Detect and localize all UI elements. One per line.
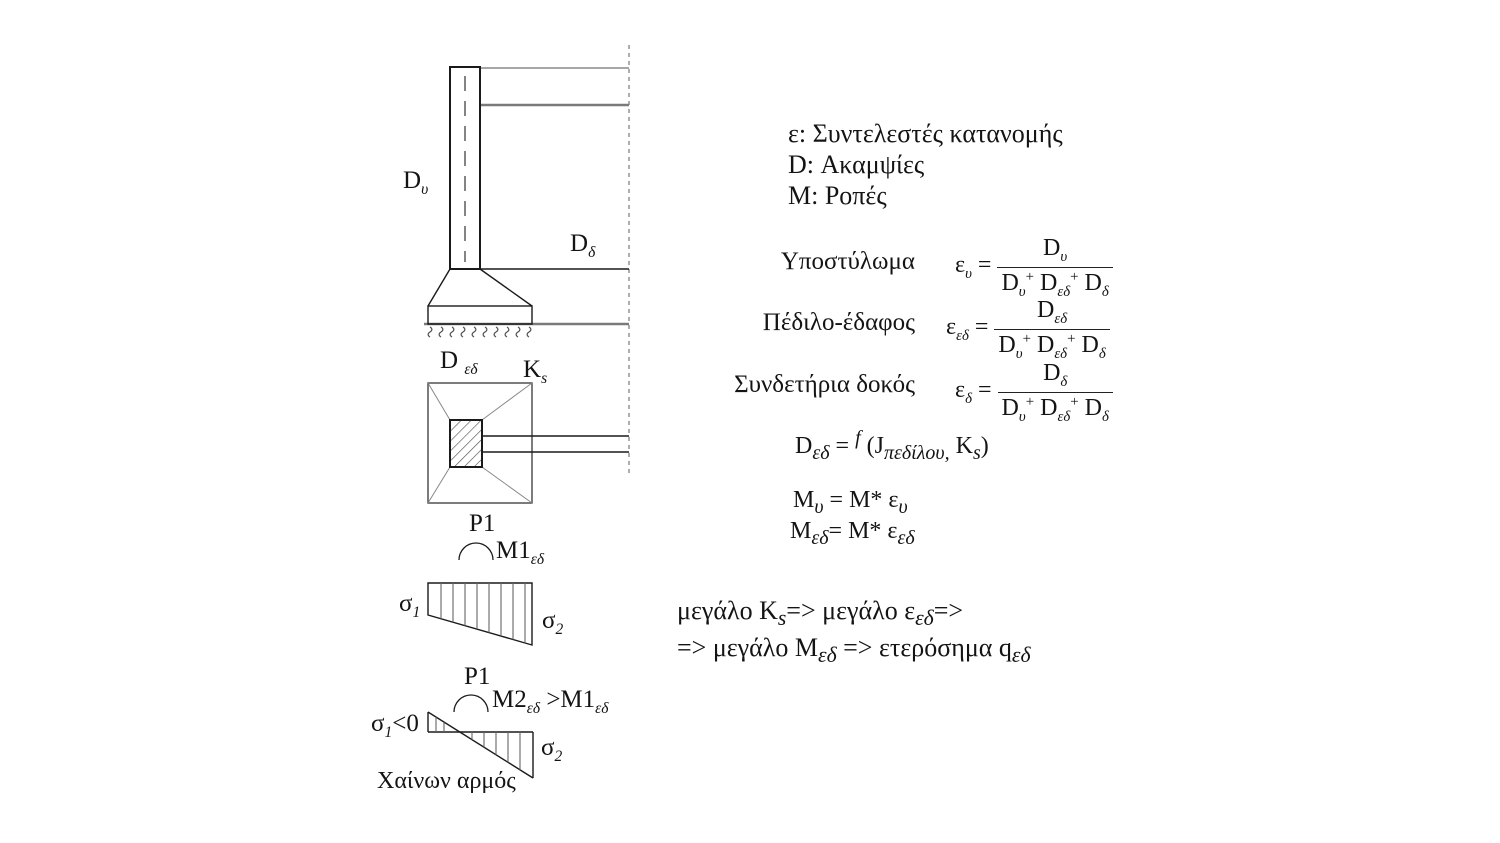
footing-slope-left bbox=[428, 269, 450, 306]
legend-epsilon: ε: Συντελεστές κατανομής bbox=[788, 119, 1063, 148]
plan-diagonal-br bbox=[482, 467, 532, 503]
conclusion-line-2: => μεγάλο $M_{\varepsilon\delta} => \varepsilon\tau\varepsilon\rho ό\sigma\eta\mu\alpha$ $q_{\varepsilon\delta}$ bbox=[677, 633, 1031, 668]
fraction bbox=[997, 235, 1112, 301]
fraction bbox=[998, 360, 1113, 426]
equation-d-ed-definition: $D_{\varepsilon\delta} = ^f$ ($J_{\pi\varepsilon\delta ί\lambda o\upsilon,}$ $K_s$) bbox=[795, 427, 989, 464]
label-sigma2-bottom: $\sigma_2$ bbox=[541, 734, 563, 765]
fraction bbox=[994, 297, 1109, 363]
plan-column-hatched bbox=[450, 420, 482, 467]
label-moment-m2-gt-m1: $M2_{\varepsilon\delta} >M1_{\varepsilon\delta}$ bbox=[492, 686, 609, 717]
soil-springs bbox=[428, 327, 531, 337]
label-moment-m1: $M1_{\varepsilon\delta}$ bbox=[496, 537, 545, 568]
footing-slope-right bbox=[480, 269, 532, 306]
legend bbox=[788, 118, 1063, 211]
row-label-tie-beam: Συνδετήρια δοκός bbox=[734, 371, 915, 398]
label-subgrade-modulus: $K_s$ bbox=[523, 356, 548, 387]
plan-diagonal-tl bbox=[428, 383, 450, 420]
equation-epsilon-ed bbox=[946, 297, 1110, 363]
plan-diagonal-tr bbox=[482, 383, 532, 420]
conclusion-line-1: μεγάλο $K_s=> \mu\varepsilon\gamma ά\lambda o$ $\varepsilon_{\varepsilon\delta}=>$ bbox=[677, 596, 964, 631]
label-sigma1-negative: $\sigma_1<0$ bbox=[371, 710, 419, 741]
label-sigma1: $\sigma_1$ bbox=[399, 590, 421, 621]
label-beam-stiffness: $D_\delta$ bbox=[570, 230, 596, 261]
row-label-footing-soil: Πέδιλο-έδαφος bbox=[762, 309, 915, 336]
plan-diagonal-bl bbox=[428, 467, 450, 503]
fraction-numerator: $D_{\varepsilon\delta}$ bbox=[1037, 297, 1068, 327]
label-p1-bottom: P1 bbox=[464, 663, 491, 690]
equation-moment-column: $M_\upsilon = M*$ $\varepsilon_\upsilon$ bbox=[793, 487, 908, 518]
label-footing-soil-stiffness: D $_{\varepsilon\delta}$ bbox=[440, 347, 478, 378]
equation-epsilon-u bbox=[955, 235, 1113, 301]
footing-base-outline bbox=[428, 306, 532, 324]
eq-lhs: $\varepsilon_{\varepsilon\delta}$ = bbox=[946, 314, 989, 345]
label-column-stiffness: $D_\upsilon$ bbox=[403, 167, 429, 198]
fraction-numerator: $D_\upsilon$ bbox=[1043, 235, 1068, 265]
pressure-trapezoid-hatch bbox=[441, 583, 525, 643]
label-p1-top: P1 bbox=[469, 510, 496, 537]
equation-epsilon-d bbox=[955, 360, 1113, 426]
legend-d: D: Ακαμψίες bbox=[788, 150, 925, 179]
row-label-column: Υποστύλωμα bbox=[780, 248, 915, 275]
eq-lhs: $\varepsilon_\delta$ = bbox=[955, 377, 992, 408]
pressure-trapezoid bbox=[428, 583, 532, 645]
moment-arc-2 bbox=[454, 695, 488, 712]
legend-m: M: Ροπές bbox=[788, 181, 887, 210]
fraction-denominator: $D_\upsilon^+$ $D_{\varepsilon\delta}^+$ $D_\delta$ bbox=[994, 329, 1109, 363]
label-gaping-joint: Χαίνων αρμός bbox=[377, 768, 516, 794]
moment-arc-1 bbox=[459, 543, 493, 560]
eq-lhs: $\varepsilon_\upsilon$ = bbox=[955, 252, 992, 283]
fraction-numerator: $D_\delta$ bbox=[1043, 360, 1068, 390]
fraction-denominator: $D_\upsilon^+$ $D_{\varepsilon\delta}^+$ $D_\delta$ bbox=[997, 267, 1112, 301]
equation-moment-footing: $M_{\varepsilon\delta}= M*$ $\varepsilon_{\varepsilon\delta}$ bbox=[790, 518, 915, 549]
label-sigma2: $\sigma_2$ bbox=[542, 607, 564, 638]
fraction-denominator: $D_\upsilon^+$ $D_{\varepsilon\delta}^+$ $D_\delta$ bbox=[998, 392, 1113, 426]
